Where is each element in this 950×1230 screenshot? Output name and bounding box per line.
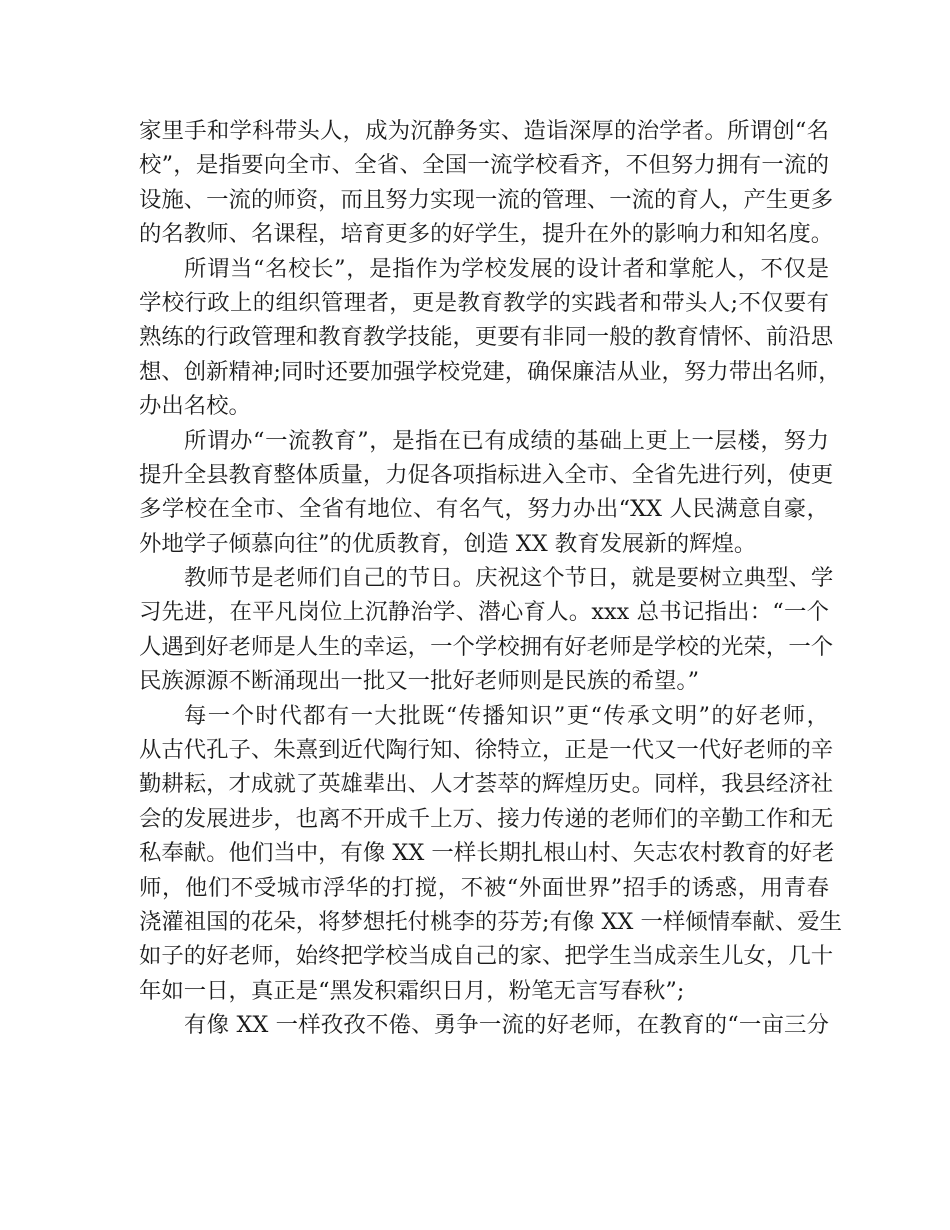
text-line: 的名教师、名课程，培育更多的好学生，提升在外的影响力和知名度。 <box>139 221 834 248</box>
text-line: 教师节是老师们自己的节日。庆祝这个节日，就是要树立典型、学 <box>184 565 834 592</box>
paragraph <box>139 699 842 1009</box>
text-line: 多学校在全市、全省有地位、有名气，努力办出“XX 人民满意自豪， <box>139 496 829 523</box>
text-line: 设施、一流的师资，而且努力实现一流的管理、一流的育人，产生更多 <box>139 186 834 213</box>
text-line: 所谓办“一流教育”，是指在已有成绩的基础上更上一层楼，努力 <box>184 427 829 454</box>
text-line: 勤耕耘，才成就了英雄辈出、人才荟萃的辉煌历史。同样，我县经济社 <box>139 771 834 798</box>
text-line: 民族源源不断涌现出一批又一批好老师则是民族的希望。” <box>139 668 700 695</box>
text-line: 办出名校。 <box>139 393 251 420</box>
paragraph <box>139 424 834 562</box>
text-line: 想、创新精神;同时还要加强学校党建，确保廉洁从业，努力带出名师， <box>139 358 841 385</box>
text-line: 有像 XX 一样孜孜不倦、勇争一流的好老师，在教育的“一亩三分 <box>184 1012 829 1039</box>
text-line: 习先进，在平凡岗位上沉静治学、潜心育人。xxx 总书记指出：“一个 <box>139 599 829 626</box>
paragraph <box>139 114 834 252</box>
text-line: 浇灌祖国的花朵，将梦想托付桃李的芬芳;有像 XX 一样倾情奉献、爱生 <box>139 908 842 935</box>
paragraph <box>139 252 841 424</box>
paragraph <box>139 1008 829 1042</box>
text-line: 学校行政上的组织管理者，更是教育教学的实践者和带头人;不仅要有 <box>139 289 829 316</box>
text-line: 会的发展进步，也离不开成千上万、接力传递的老师们的辛勤工作和无 <box>139 805 834 832</box>
text-line: 外地学子倾慕向往”的优质教育，创造 XX 教育发展新的辉煌。 <box>139 530 757 557</box>
text-line: 师，他们不受城市浮华的打搅，不被“外面世界”招手的诱惑，用青春 <box>139 874 829 901</box>
text-line: 家里手和学科带头人，成为沉静务实、造诣深厚的治学者。所谓创“名 <box>139 118 829 144</box>
text-line: 提升全县教育整体质量，力促各项指标进入全市、全省先进行列，使更 <box>139 461 834 488</box>
text-line: 每一个时代都有一大批既“传播知识”更“传承文明”的好老师， <box>184 702 829 729</box>
text-line: 校”，是指要向全市、全省、全国一流学校看齐，不但努力拥有一流的 <box>139 152 829 179</box>
text-line: 年如一日，真正是“黑发积霜织日月，粉笔无言写春秋”; <box>139 977 685 1004</box>
text-line: 所谓当“名校长”，是指作为学校发展的设计者和掌舵人，不仅是 <box>184 255 829 282</box>
text-line: 从古代孔子、朱熹到近代陶行知、徐特立，正是一代又一代好老师的辛 <box>139 737 834 764</box>
text-line: 熟练的行政管理和教育教学技能，更要有非同一般的教育情怀、前沿思 <box>139 324 834 351</box>
document-body <box>139 114 842 1043</box>
text-line: 人遇到好老师是人生的幸运，一个学校拥有好老师是学校的光荣，一个 <box>139 633 834 660</box>
text-line: 如子的好老师，始终把学校当成自己的家、把学生当成亲生儿女，几十 <box>139 943 834 970</box>
paragraph <box>139 561 834 699</box>
text-line: 私奉献。他们当中，有像 XX 一样长期扎根山村、矢志农村教育的好老 <box>139 840 835 867</box>
